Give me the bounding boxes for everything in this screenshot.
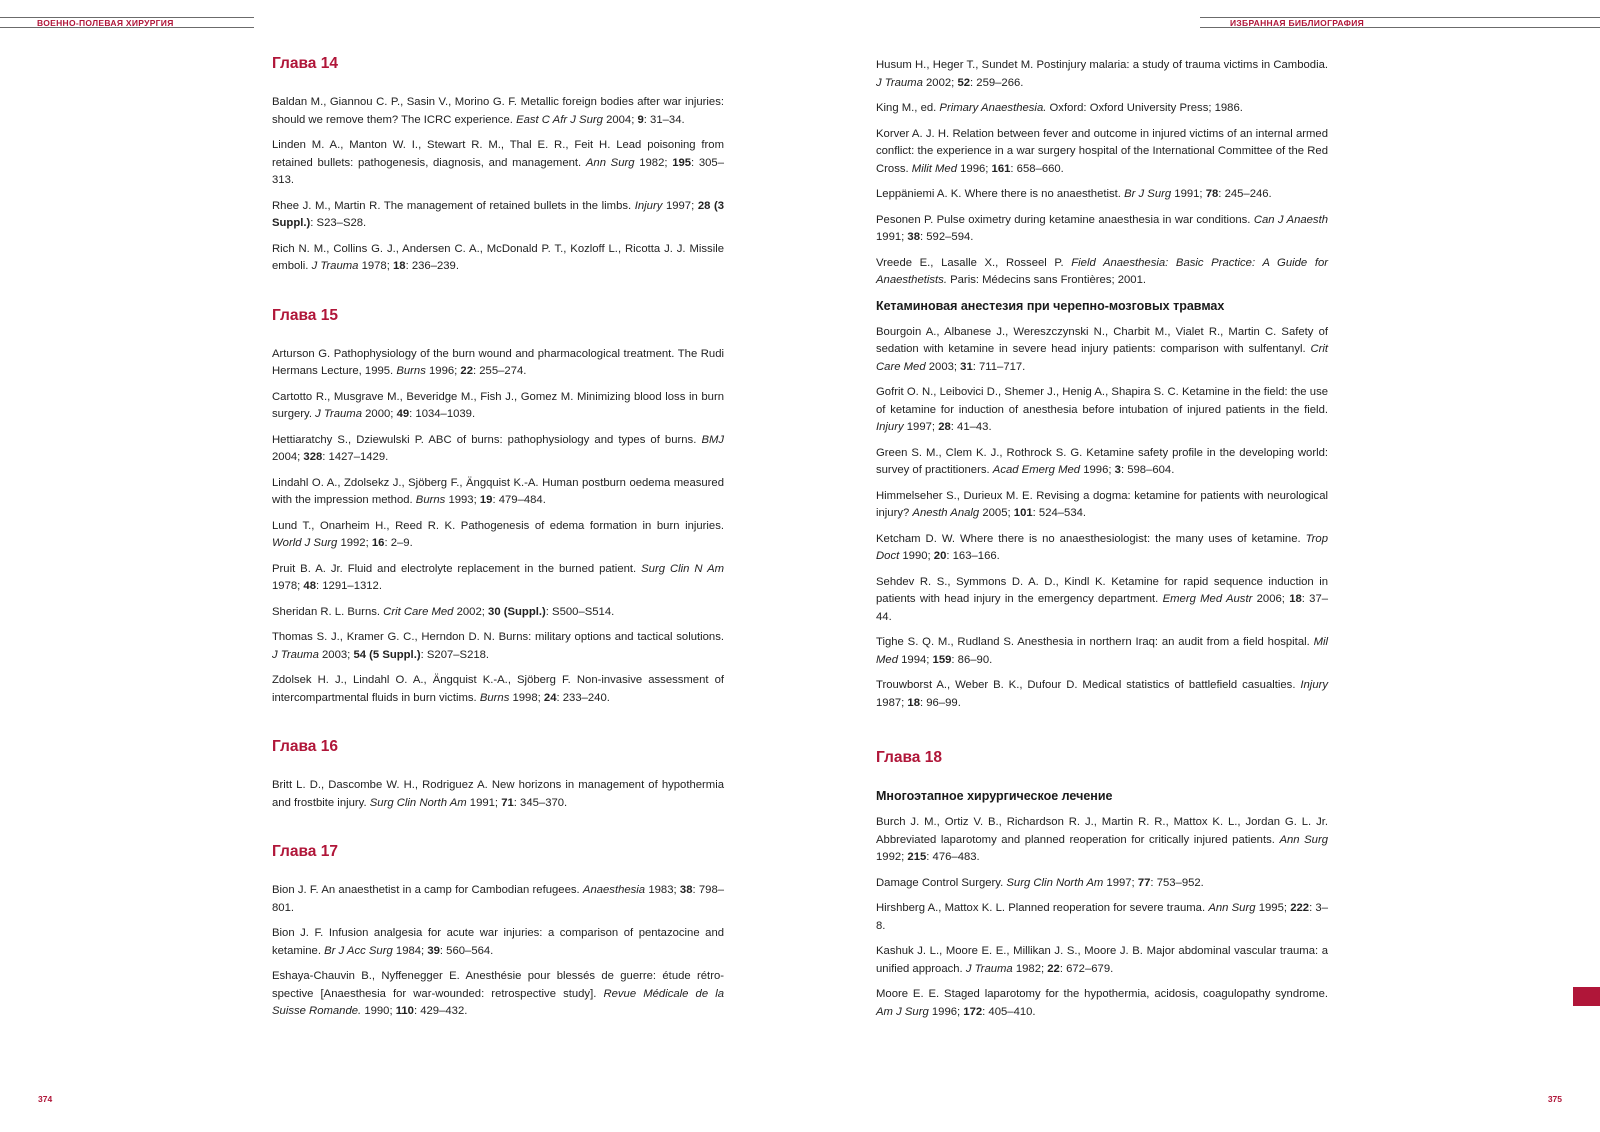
ref-journal: Injury: [876, 421, 904, 433]
ref-pages: : 37–44.: [876, 593, 1329, 623]
ref-volume: 39: [427, 944, 440, 957]
ref-journal: Br J Surg: [1124, 188, 1172, 200]
ref-journal: Revue Médicale de la Suisse Romande.: [272, 987, 724, 1017]
ref-title: Anesthésie pour blessés de guerre: étude rétro-spective [Anaesthesia for war-wounded: retrospective study].: [272, 970, 725, 1000]
reference-list: [876, 324, 1328, 713]
ref-title: Where there is no anaesthetist.: [964, 188, 1121, 200]
ref-volume: 77: [1137, 876, 1151, 889]
ref-journal: Ann Surg: [1208, 902, 1256, 914]
reference-entry: [272, 925, 724, 960]
ref-authors: Husum H., Heger T., Sundet M.: [876, 59, 1034, 71]
ref-journal: Burns: [479, 691, 510, 704]
ref-year: 1978;: [361, 260, 390, 272]
ref-title: Burns.: [347, 605, 381, 618]
reference-entry: [876, 986, 1328, 1021]
section-heading: Многоэтапное хирургическое лечение: [876, 789, 1113, 803]
ref-authors: Linden M. A., Manton W. I., Stewart R. M., Thal E. R., Feit H.: [272, 139, 611, 151]
ref-pages: : 405–410.: [982, 1005, 1036, 1018]
ref-journal: Ann Surg: [1279, 833, 1328, 846]
ref-volume: 78: [1205, 188, 1219, 200]
reference-entry: [876, 445, 1328, 480]
ref-year: 1994;: [901, 653, 930, 666]
ref-volume: 18: [393, 260, 406, 272]
ref-year: 1996;: [429, 365, 458, 377]
ref-volume: 159: [932, 653, 952, 666]
reference-entry: [272, 672, 724, 707]
ref-volume: 54 (5 Suppl.): [353, 648, 421, 661]
ref-journal: Primary Anaesthesia.: [939, 102, 1047, 114]
ref-authors: Vreede E., Lasalle X., Rosseel P.: [876, 256, 1064, 269]
ref-authors: Bion J. F.: [272, 927, 324, 939]
ref-pages: : S500–S514.: [545, 605, 615, 618]
reference-entry: [876, 531, 1328, 566]
ref-authors: Trouwborst A., Weber B. K., Dufour D.: [876, 679, 1078, 691]
reference-entry: [272, 389, 724, 424]
ref-title: Revising a dogma: ketamine for patients with neurological injury?: [876, 489, 1328, 519]
ref-volume: 31: [960, 360, 973, 373]
ref-pages: : S23–S28.: [310, 217, 367, 229]
ref-pages: : 255–274.: [473, 365, 527, 377]
ref-pages: : 305–313.: [272, 156, 725, 186]
ref-pages: : 259–266.: [970, 76, 1024, 89]
ref-year: 2003;: [322, 648, 351, 661]
ref-year: 1992;: [340, 537, 369, 549]
ref-title: Ketamine safety profile in the developing world: survey of practitioners.: [876, 446, 1329, 476]
reference-list-continued: [876, 57, 1328, 290]
ref-volume: 172: [963, 1005, 983, 1018]
ref-volume: 222: [1290, 902, 1310, 914]
ref-volume: 28 (3 Suppl.): [272, 199, 724, 229]
ref-authors: Pesonen P.: [876, 213, 934, 226]
chapter-title: Глава 16: [272, 738, 338, 755]
running-head-left: ВОЕННО-ПОЛЕВАЯ ХИРУРГИЯ: [0, 17, 254, 28]
ref-authors: Kashuk J. L., Moore E. E., Millikan J. S., Moore J. B.: [876, 945, 1143, 957]
ref-year: 1997;: [906, 421, 936, 433]
ref-journal: Crit Care Med: [876, 343, 1329, 373]
ref-title: Pathogenesis of edema formation in burn injuries.: [460, 519, 724, 532]
ref-pages: : 3–8.: [876, 902, 1328, 932]
ref-volume: 48: [303, 580, 316, 592]
ref-title: New horizons in management of hypothermia and frostbite injury.: [272, 779, 724, 809]
ref-pages: : 2–9.: [384, 537, 413, 549]
ref-pages: : 658–660.: [1010, 162, 1064, 175]
ref-authors: Britt L. D., Dascombe W. H., Rodriguez A.: [272, 779, 488, 791]
ref-journal: Field Anaesthesia: Basic Practice: A Guide for Anaesthetists.: [876, 256, 1329, 286]
reference-entry: [876, 677, 1328, 712]
ref-journal: Mil Med: [876, 636, 1329, 666]
reference-list: [272, 346, 724, 708]
ref-pages: : 672–679.: [1059, 962, 1114, 975]
ref-pages: : 592–594.: [920, 231, 974, 243]
ref-authors: Eshaya-Chauvin B., Nyffenegger E.: [272, 970, 460, 982]
ref-authors: Zdolsek H. J., Lindahl O. A., Ängquist K.-A., Sjöberg F.: [272, 674, 571, 686]
ref-journal: BMJ: [701, 433, 725, 446]
reference-entry: [272, 518, 724, 553]
reference-entry: [272, 241, 724, 276]
ref-pages: : 41–43.: [950, 421, 992, 433]
ref-authors: Tighe S. Q. M., Rudland S.: [876, 636, 1015, 648]
ref-volume: 38: [907, 231, 920, 243]
ref-volume: 22: [460, 365, 473, 377]
ref-journal: Injury: [1300, 679, 1329, 691]
ref-pages: : 163–166.: [946, 550, 1000, 562]
ref-year: 1982;: [639, 156, 668, 169]
reference-entry: [272, 561, 724, 596]
ref-journal: Surg Clin North Am: [369, 796, 467, 809]
ref-pages: : S207–S218.: [420, 648, 490, 661]
ref-volume: 20: [933, 550, 947, 562]
ref-title: Major abdominal vascular trauma: a unified approach.: [876, 945, 1329, 975]
ref-volume: 215: [907, 851, 927, 863]
ref-year: 1996;: [1083, 464, 1112, 476]
ref-journal: J Trauma: [311, 260, 359, 272]
ref-volume: 18: [1289, 593, 1302, 605]
ref-year: 1997;: [1106, 876, 1135, 889]
reference-entry: [876, 384, 1328, 437]
ref-authors: Sehdev R. S., Symmons D. A. D., Kindl K.: [876, 575, 1106, 588]
ref-authors: Lund T., Onarheim H., Reed R. K.: [272, 519, 456, 532]
ref-volume: 38: [679, 884, 693, 896]
ref-journal: Anesth Analg: [912, 507, 980, 519]
ref-volume: 52: [957, 76, 971, 89]
ref-volume: 18: [907, 696, 920, 709]
ref-authors: King M., ed.: [876, 102, 937, 114]
ref-pages: : 753–952.: [1150, 876, 1204, 889]
ref-journal: J Trauma: [876, 76, 923, 89]
ref-title: The management of retained bullets in the limbs.: [383, 199, 632, 212]
ref-authors: Rich N. M., Collins G. J., Andersen C. A., McDonald P. T., Kozloff L., Ricotta J. J.: [272, 242, 686, 255]
reference-entry: [876, 212, 1328, 247]
ref-volume: 22: [1047, 962, 1060, 975]
chapter-16: [272, 737, 724, 812]
page-number-left: 374: [38, 1094, 53, 1104]
ref-pages: : 31–34.: [643, 113, 685, 126]
chapter-title: Глава 15: [272, 306, 338, 324]
ref-volume: 49: [396, 408, 410, 420]
ref-journal: J Trauma: [965, 962, 1013, 975]
ref-pages: : 476–483.: [926, 851, 980, 863]
ref-volume: 19: [479, 494, 493, 506]
ref-authors: Cartotto R., Musgrave M., Beveridge M., Fish J., Gomez M.: [272, 390, 574, 403]
ref-journal: Am J Surg: [876, 1005, 929, 1018]
ref-year: 1982;: [1015, 962, 1045, 975]
ref-title: Lead poisoning from retained bullets: pathogenesis, diagnosis, and management.: [272, 139, 725, 169]
page-number-right: 375: [1547, 1094, 1562, 1104]
ref-title: Relation between fever and outcome in injured victims of an internal armed conflict: the experience in a war surgery hospital of the International Committee of the Red Cross.: [876, 127, 1329, 175]
ref-journal: Br J Acc Surg: [324, 944, 393, 957]
ref-pages: : 598–604.: [1120, 464, 1175, 476]
ref-title: Metallic foreign bodies after war injuries: should we remove them? The ICRC experience.: [272, 96, 724, 126]
ref-authors: Baldan M., Giannou C. P., Sasin V., Morino G. F.: [272, 96, 518, 108]
ref-journal: Injury: [634, 199, 663, 212]
ref-pages: : 96–99.: [920, 696, 961, 709]
ref-journal: East C Afr J Surg: [516, 113, 603, 126]
ref-journal: Burns: [415, 494, 446, 506]
ref-year: 1992;: [876, 851, 905, 863]
ref-authors: Bourgoin A., Albanese J., Wereszczynski N., Charbit M., Vialet R., Martin C.: [876, 325, 1277, 338]
ref-pages: : 524–534.: [1032, 507, 1087, 519]
reference-entry: [272, 346, 724, 381]
ref-volume: 16: [371, 537, 385, 549]
reference-entry: [272, 94, 724, 129]
ref-title: Medical statistics of battlefield casualties.: [1082, 679, 1296, 691]
ref-volume: 101: [1013, 507, 1033, 519]
ref-volume: 3: [1114, 464, 1121, 476]
ref-year: 2005;: [982, 507, 1011, 519]
ref-authors: Gofrit O. N., Leibovici D., Shemer J., Henig A., Shapira S. C.: [876, 386, 1179, 398]
reference-list: [272, 94, 724, 276]
ref-title: An anaesthetist in a camp for Cambodian refugees.: [321, 884, 580, 896]
ref-pages: : 1291–1312.: [316, 580, 382, 592]
ref-title: Non-invasive assessment of intercompartmental fluids in burn victims.: [272, 674, 724, 704]
ref-authors: Korver A. J. H.: [876, 127, 950, 140]
left-column: [272, 54, 724, 1051]
ref-year: 2004;: [272, 451, 301, 463]
right-column: [876, 57, 1328, 1051]
reference-list: [272, 882, 724, 1021]
chapter-15: [272, 306, 724, 708]
ref-authors: Moore E. E.: [876, 988, 940, 1000]
ref-title: Pulse oximetry during ketamine anaesthesia in war conditions.: [936, 213, 1251, 226]
ref-volume: 195: [672, 156, 692, 169]
ref-year: 1991;: [1174, 188, 1203, 200]
running-head-right: ИЗБРАННАЯ БИБЛИОГРАФИЯ: [1200, 17, 1600, 28]
section-heading: Кетаминовая анестезия при черепно-мозговых травмах: [876, 298, 1225, 313]
reference-entry: [876, 255, 1328, 290]
ref-authors: Green S. M., Clem K. J., Rothrock S. G.: [876, 446, 1083, 459]
ref-year: 1991;: [876, 231, 905, 243]
ref-pages: : 245–246.: [1218, 188, 1272, 200]
ref-authors: Hirshberg A., Mattox K. L.: [876, 902, 1006, 914]
ref-authors: Himmelseher S., Durieux M. E.: [876, 489, 1033, 502]
ref-year: 1996;: [960, 162, 989, 175]
ref-year: 1978;: [272, 580, 301, 592]
ref-year: Oxford: Oxford University Press; 1986.: [1049, 102, 1243, 114]
ref-authors: Burch J. M., Ortiz V. B., Richardson R. J., Martin R. R., Mattox K. L., Jordan G. L. Jr.: [876, 816, 1328, 828]
ref-year: 1993;: [448, 494, 477, 506]
ref-title: Ketamine for rapid sequence induction in patients with head injury in the emergency department.: [876, 575, 1329, 605]
reference-entry: [272, 968, 724, 1021]
ref-volume: 328: [303, 451, 323, 463]
ref-title: Ketamine in the field: the use of ketamine for induction of anesthesia before intubation of injured patients in the field.: [876, 386, 1329, 416]
ref-title: Minimizing blood loss in burn surgery.: [272, 390, 725, 420]
ref-pages: : 479–484.: [492, 494, 546, 506]
ref-authors: Thomas S. J., Kramer G. C., Herndon D. N.: [272, 631, 495, 643]
chapter-18: [876, 748, 1328, 1021]
ref-pages: : 233–240.: [556, 691, 610, 704]
ref-year: 2000;: [365, 408, 394, 420]
ref-pages: : 711–717.: [972, 360, 1026, 373]
ref-pages: : 86–90.: [951, 653, 993, 666]
ref-title: Burns: military options and tactical solutions.: [498, 631, 725, 643]
ref-year: 1990;: [902, 550, 931, 562]
ref-year: 2002;: [926, 76, 955, 89]
chapter-title: Глава 17: [272, 843, 338, 860]
reference-entry: [272, 777, 724, 812]
ref-authors: Leppäniemi A. K.: [876, 188, 962, 200]
ref-journal: J Trauma: [315, 408, 362, 420]
reference-entry: [876, 100, 1328, 118]
reference-entry: [876, 943, 1328, 978]
ref-title: Human postburn oedema measured with the impression method.: [272, 476, 724, 506]
ref-journal: Acad Emerg Med: [992, 464, 1081, 476]
ref-volume: 28: [938, 421, 951, 433]
ref-pages: : 236–239.: [405, 260, 459, 272]
chapter-title: Глава 14: [272, 55, 338, 72]
ref-journal: Surg Clin N Am: [641, 562, 725, 575]
ref-title: Staged laparotomy for the hypothermia, acidosis, coagulopathy syndrome.: [944, 988, 1328, 1000]
ref-authors: Hettiaratchy S., Dziewulski P.: [272, 433, 424, 446]
ref-year: 1995;: [1258, 902, 1287, 914]
reference-entry: [876, 186, 1328, 204]
ref-title: Where there is no anaesthesiologist: the many uses of ketamine.: [960, 532, 1301, 545]
reference-entry: [876, 57, 1328, 92]
reference-entry: [272, 604, 724, 622]
ref-year: 1997;: [665, 199, 695, 212]
reference-entry: [876, 900, 1328, 935]
ref-title: Planned reoperation for severe trauma.: [1008, 902, 1206, 914]
chapter-17: [272, 842, 724, 1021]
chapter-14: [272, 54, 724, 276]
ref-volume: 9: [637, 113, 644, 126]
ref-journal: Crit Care Med: [383, 605, 454, 618]
reference-entry: [876, 634, 1328, 669]
ref-title: Anesthesia in northern Iraq: an audit from a field hospital.: [1017, 636, 1310, 648]
ref-journal: Milit Med: [911, 162, 957, 175]
ref-journal: Trop Doct: [876, 532, 1328, 562]
ref-volume: 24: [543, 691, 557, 704]
ref-year: 1998;: [512, 691, 541, 704]
reference-entry: [876, 126, 1328, 179]
reference-entry: [272, 432, 724, 467]
ref-year: 1983;: [648, 884, 677, 896]
ref-title: Missile emboli.: [272, 242, 725, 272]
ref-year: 1984;: [395, 944, 425, 957]
reference-entry: [272, 198, 724, 233]
reference-entry: [876, 875, 1328, 893]
reference-entry: [272, 475, 724, 510]
ref-volume: 30 (Suppl.): [488, 605, 546, 618]
ref-journal: J Trauma: [272, 648, 319, 661]
ref-year: 1991;: [469, 796, 499, 809]
ref-title: Infusion analgesia for acute war injuries: a comparison of pentazocine and ketamine.: [272, 927, 725, 957]
ref-pages: : 798–801.: [272, 884, 725, 914]
ref-authors: Ketcham D. W.: [876, 532, 956, 545]
ref-journal: Emerg Med Austr: [1162, 593, 1253, 605]
ref-year: 2006;: [1256, 593, 1285, 605]
ref-pages: : 1034–1039.: [409, 408, 476, 420]
ref-journal: Can J Anaesth: [1253, 213, 1328, 226]
reference-entry: [272, 629, 724, 664]
ref-year: 1996;: [931, 1005, 961, 1018]
reference-entry: [876, 814, 1328, 867]
reference-entry: [876, 324, 1328, 377]
ref-authors: Bion J. F.: [272, 884, 319, 896]
ref-authors: Rhee J. M., Martin R.: [272, 199, 381, 212]
ref-year: 2002;: [456, 605, 485, 618]
ref-authors: Sheridan R. L.: [272, 605, 345, 618]
ref-volume: 71: [501, 796, 514, 809]
ref-pages: : 345–370.: [513, 796, 568, 809]
thumb-index-tab: [1573, 987, 1600, 1006]
ref-volume: 110: [395, 1005, 414, 1017]
ref-title: Postinjury malaria: a study of trauma victims in Cambodia.: [1036, 59, 1329, 71]
ref-year: 1987;: [876, 696, 905, 709]
ref-title: Damage Control Surgery.: [876, 876, 1004, 889]
ref-title: Fluid and electrolyte replacement in the burned patient.: [347, 562, 637, 575]
chapter-title: Глава 18: [876, 749, 942, 766]
ref-authors: Pruit B. A. Jr.: [272, 562, 343, 575]
reference-entry: [876, 574, 1328, 627]
ref-pages: : 429–432.: [413, 1005, 468, 1017]
reference-entry: [876, 488, 1328, 523]
ketamine-section: [876, 298, 1328, 713]
ref-title: ABC of burns: pathophysiology and types of burns.: [428, 433, 697, 446]
reference-list: [272, 777, 724, 812]
ref-year: 2003;: [928, 360, 958, 373]
ref-journal: Ann Surg: [585, 156, 635, 169]
right-page: [800, 0, 1600, 1132]
ref-volume: 161: [991, 162, 1011, 175]
ref-title: Safety of sedation with ketamine in severe head injury patients: comparison with sulfentanyl.: [876, 325, 1328, 355]
ref-journal: Anaesthesia: [582, 884, 646, 896]
ref-year: Paris: Médecins sans Frontières; 2001.: [950, 274, 1147, 286]
ref-title: Pathophysiology of the burn wound and pharmacological treatment. The Rudi Hermans Lecture, 1995.: [272, 347, 724, 377]
ref-authors: Arturson G.: [272, 347, 331, 360]
ref-journal: Burns: [396, 365, 426, 377]
ref-journal: Surg Clin North Am: [1006, 876, 1104, 889]
ref-year: 1990;: [364, 1005, 393, 1017]
ref-year: 2004;: [606, 113, 635, 126]
ref-pages: : 1427–1429.: [322, 451, 389, 463]
ref-pages: : 560–564.: [439, 944, 494, 957]
reference-entry: [272, 882, 724, 917]
ref-authors: Lindahl O. A., Zdolsekz J., Sjöberg F., Ängquist K.-A.: [272, 476, 539, 489]
reference-entry: [272, 137, 724, 190]
ref-journal: World J Surg: [272, 537, 338, 549]
reference-list: [876, 814, 1328, 1021]
ref-title: Abbreviated laparotomy and planned reoperation for critically injured patients.: [876, 833, 1275, 846]
